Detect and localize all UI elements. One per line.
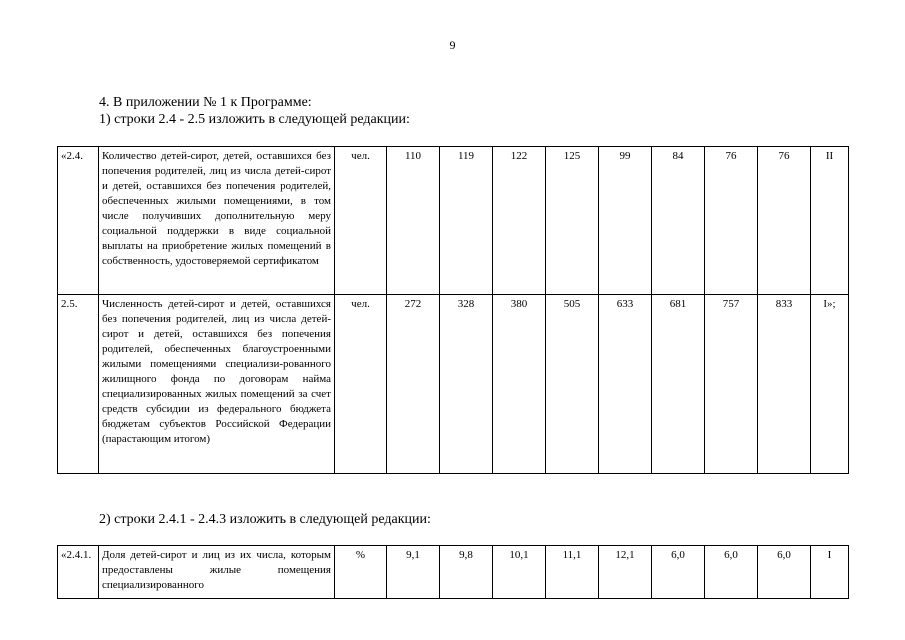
row-value: 833 — [758, 295, 811, 474]
row-unit: чел. — [335, 147, 387, 295]
subsection-heading-rows-2-4-1-2-4-3: 2) строки 2.4.1 - 2.4.3 изложить в следующей редакции: — [99, 512, 431, 527]
row-description: Численность детей-сирот и детей, оставшихся без попечения родителей, лиц из числа детей-сирот и детей, оставшихся без попечения родителей, обеспеченных благоустроенными жилыми помещениями специализи-рованного жилищного фонда по договорам найма специализированных жилых помещений за счет средств субсидии из федерального бюджета бюджетам субъектов Российской Федерации (парастающим итогом) — [99, 295, 335, 474]
row-value: 110 — [387, 147, 440, 295]
row-code: «2.4.1. — [58, 546, 99, 599]
row-unit: чел. — [335, 295, 387, 474]
row-code: 2.5. — [58, 295, 99, 474]
row-value: 84 — [652, 147, 705, 295]
row-value: 11,1 — [546, 546, 599, 599]
row-value: 125 — [546, 147, 599, 295]
table-row — [58, 546, 849, 599]
row-value: 119 — [440, 147, 493, 295]
row-group: I»; — [811, 295, 849, 474]
row-value: 99 — [599, 147, 652, 295]
indicators-table-2-4-2-5 — [57, 146, 849, 474]
row-description: Доля детей-сирот и лиц из их числа, которым предоставлены жилые помещения специализированного — [99, 546, 335, 599]
row-description: Количество детей-сирот, детей, оставшихся без попечения родителей, лиц из числа детей-сирот и детей, оставшихся без попечения родителей, обеспеченных жилыми помещениями, в том числе получивших дополнительную меру социальной поддержки в виде социальной выплаты на приобретение жилых помещений в собственность, удостоверяемой сертификатом — [99, 147, 335, 295]
page-number: 9 — [449, 38, 456, 52]
row-value: 633 — [599, 295, 652, 474]
row-group: I — [811, 546, 849, 599]
row-value: 6,0 — [652, 546, 705, 599]
row-value: 76 — [705, 147, 758, 295]
row-value: 681 — [652, 295, 705, 474]
row-value: 122 — [493, 147, 546, 295]
table-row — [58, 295, 849, 474]
row-value: 6,0 — [758, 546, 811, 599]
row-value: 9,1 — [387, 546, 440, 599]
row-value: 6,0 — [705, 546, 758, 599]
row-group: II — [811, 147, 849, 295]
row-value: 328 — [440, 295, 493, 474]
row-value: 757 — [705, 295, 758, 474]
row-value: 10,1 — [493, 546, 546, 599]
indicators-table-2-4-1-2-4-3 — [57, 545, 849, 599]
row-unit: % — [335, 546, 387, 599]
row-value: 380 — [493, 295, 546, 474]
row-value: 505 — [546, 295, 599, 474]
row-value: 12,1 — [599, 546, 652, 599]
section-heading: 4. В приложении № 1 к Программе: — [99, 95, 312, 110]
row-code: «2.4. — [58, 147, 99, 295]
subsection-heading-rows-2-4-2-5: 1) строки 2.4 - 2.5 изложить в следующей редакции: — [99, 112, 410, 127]
row-value: 272 — [387, 295, 440, 474]
row-value: 76 — [758, 147, 811, 295]
table-row — [58, 147, 849, 295]
row-value: 9,8 — [440, 546, 493, 599]
